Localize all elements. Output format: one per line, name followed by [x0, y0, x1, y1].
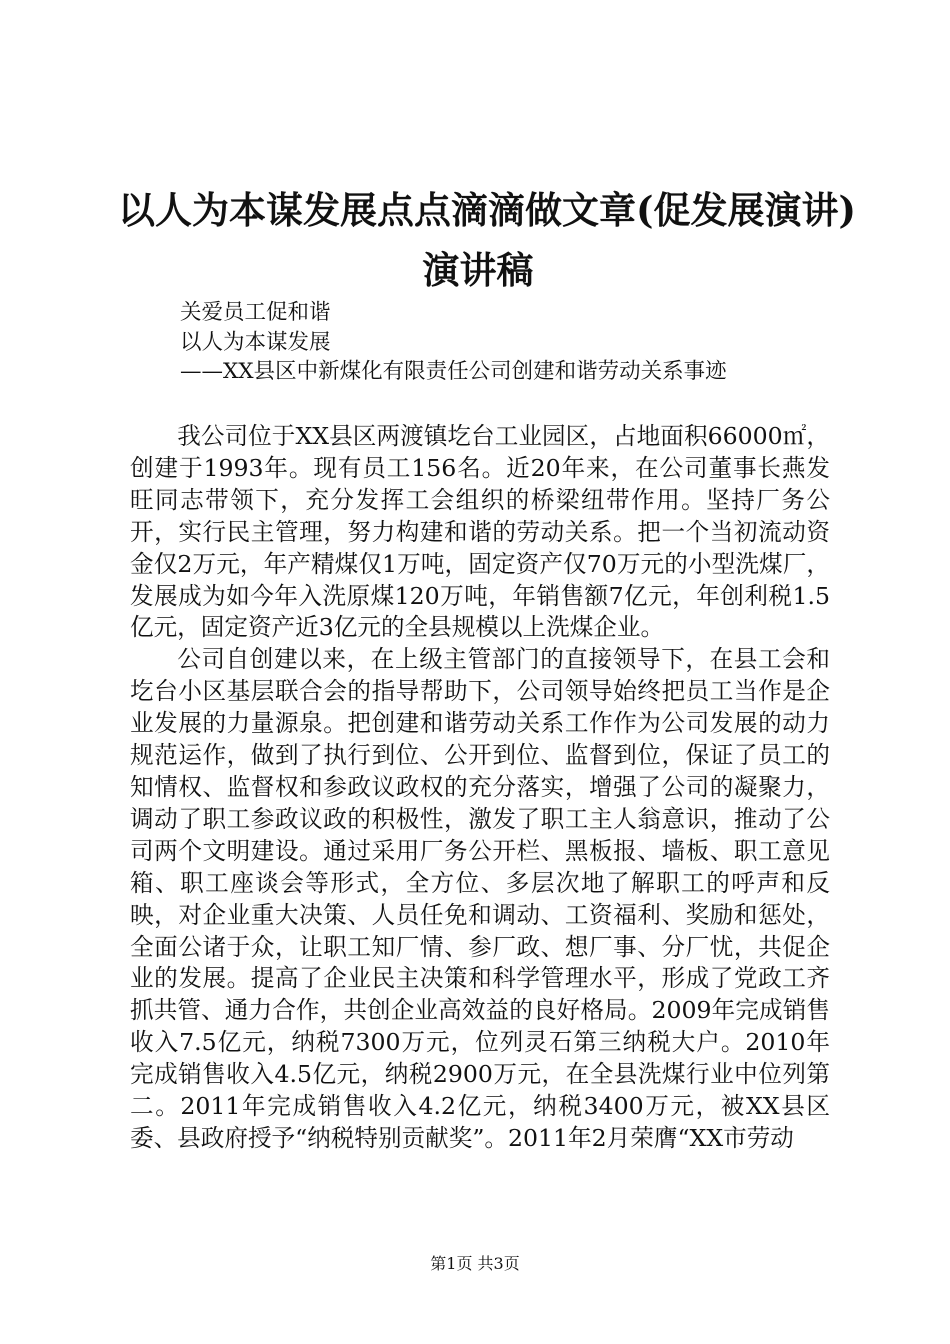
subtitle-line: 关爱员工促和谐 — [180, 300, 331, 325]
page-footer: 第1页 共3页 — [430, 1254, 520, 1273]
body-paragraph: 我公司位于XX县区两渡镇圪台工业园区，占地面积66000㎡，创建于1993年。现有员工156名。近20年来，在公司董事长燕发旺同志带领下，充分发挥工会组织的桥梁纽带作用。坚持厂务公开，实行民主管理，努力构建和谐的劳动关系。把一个当初流动资金仅2万元，年产精煤仅1万吨，固定资产仅70万元的小型洗煤厂，发展成为如今年入洗原煤120万吨，年销售额7亿元，年创利税1.5亿元，固定资产近3亿元的全县规模以上洗煤企业。 — [130, 422, 830, 642]
document-body — [130, 421, 830, 1155]
subtitle-block — [180, 298, 880, 387]
subtitle-line: ——XX县区中新煤化有限责任公司创建和谐劳动关系事迹 — [180, 359, 727, 384]
document-title-line-1: 以人为本谋发展点点滴滴做文章(促发展演讲) — [118, 188, 857, 232]
document-title-line-2: 演讲稿 — [422, 248, 534, 292]
body-paragraph: 公司自创建以来，在上级主管部门的直接领导下，在县工会和圪台小区基层联合会的指导帮助下，公司领导始终把员工当作是企业发展的力量源泉。把创建和谐劳动关系工作作为公司发展的动力规范运作，做到了执行到位、公开到位、监督到位，保证了员工的知情权、监督权和参政议政权的充分落实，增强了公司的凝聚力，调动了职工参政议政的积极性，激发了职工主人翁意识，推动了公司两个文明建设。通过采用厂务公开栏、黑板报、墙板、职工意见箱、职工座谈会等形式，全方位、多层次地了解职工的呼声和反映，对企业重大决策、人员任免和调动、工资福利、奖励和惩处，全面公诸于众，让职工知厂情、参厂政、想厂事、分厂忧，共促企业的发展。提高了企业民主决策和科学管理水平，形成了党政工齐抓共管、通力合作，共创企业高效益的良好格局。2009年完成销售收入7.5亿元，纳税7300万元，位列灵石第三纳税大户。2010年完成销售收入4.5亿元，纳税2900万元，在全县洗煤行业中位列第二。2011年完成销售收入4.2亿元，纳税3400万元，被XX县区委、县政府授予“纳税特别贡献奖”。2011年2月荣膺“XX市劳动 — [130, 645, 830, 1152]
subtitle-line: 以人为本谋发展 — [180, 329, 331, 355]
